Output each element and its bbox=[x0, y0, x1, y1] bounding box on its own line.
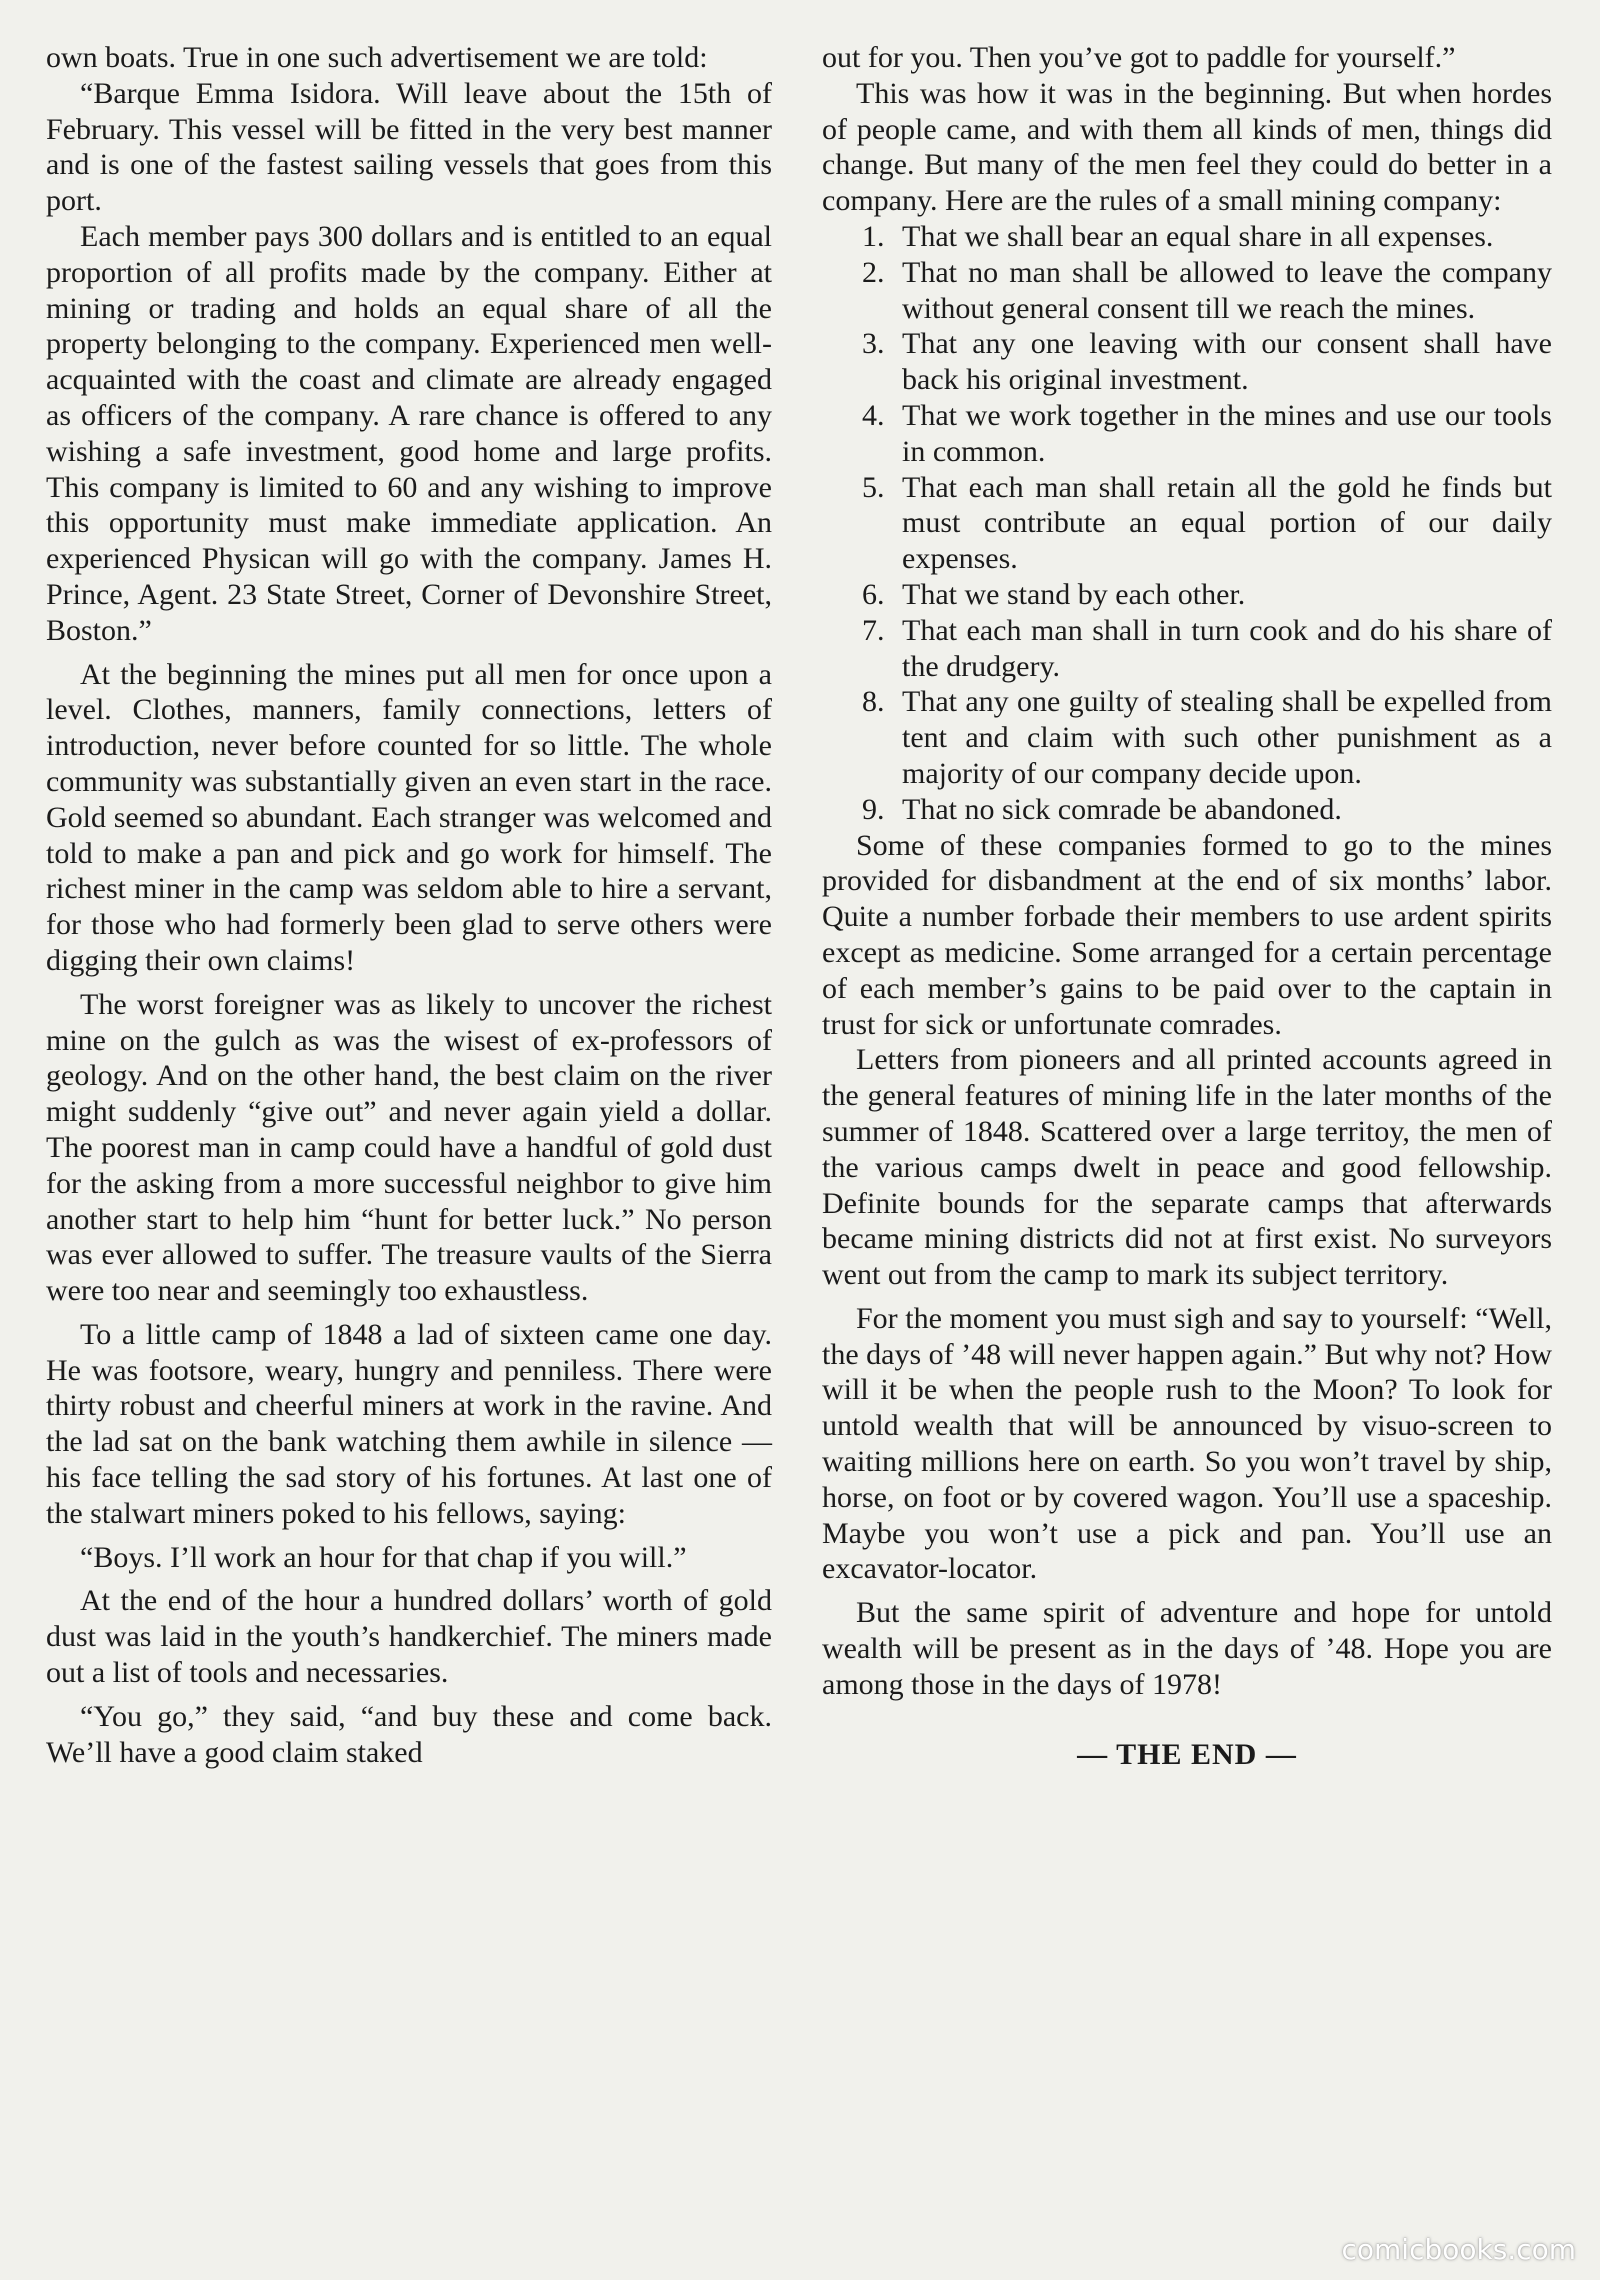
paragraph-moon-rush: For the moment you must sigh and say to yourself: “Well, the days of ’48 will never happen again.” But why not? How will it be when the people rush to the Moon? To look for untold wealth that will be announced by visuo-screen to waiting millions here on earth. So you won’t travel by ship, horse, on foot or by covered wagon. You’ll use a spaceship. Maybe you won’t use a pick and pan. You’ll use an excavator-locator. bbox=[822, 1301, 1552, 1586]
list-item bbox=[822, 219, 1552, 255]
paragraph-little-camp: To a little camp of 1848 a lad of sixteen came one day. He was footsore, weary, hungry and penniless. There were thirty robust and cheerful miners at work in the ravine. And the lad sat on the bank watching them awhile in silence — his face telling the sad story of his fortunes. At last one of the stalwart miners poked to his fellows, saying: bbox=[46, 1317, 772, 1530]
paragraph-advertisement-quote: “Barque Emma Isidora. Will leave about the 15th of February. This vessel will be fitted in the very best manner and is one of the fastest sailing vessels that goes from this port. bbox=[46, 76, 772, 218]
rule-text: That we work together in the mines and use our tools in common. bbox=[902, 398, 1552, 468]
list-item bbox=[822, 398, 1552, 470]
rule-number: 6. bbox=[862, 577, 885, 611]
paragraph-you-go: “You go,” they said, “and buy these and come back. We’ll have a good claim staked bbox=[46, 1699, 772, 1769]
paragraph-spirit-adventure: But the same spirit of adventure and hope for untold wealth will be present as in the days of ’48. Hope you are among those in the days of 1978! bbox=[822, 1596, 1552, 1701]
paragraph-boys-quote: “Boys. I’ll work an hour for that chap if you will.” bbox=[80, 1540, 687, 1574]
list-item bbox=[822, 684, 1552, 791]
rule-number: 4. bbox=[862, 398, 885, 432]
rule-text: That no man shall be allowed to leave the company without general consent till we reach the mines. bbox=[902, 255, 1552, 325]
list-item bbox=[822, 577, 1552, 613]
list-item bbox=[822, 470, 1552, 577]
rule-text: That each man shall retain all the gold he finds but must contribute an equal portion of our daily expenses. bbox=[902, 470, 1552, 576]
list-item bbox=[822, 326, 1552, 398]
paragraph-boats: own boats. True in one such advertisement we are told: bbox=[46, 41, 708, 74]
paragraph-beginning: This was how it was in the beginning. But when hordes of people came, and with them all kinds of men, things did change. But many of the men feel they could do better in a company. Here are the rules of a small mining company: bbox=[822, 76, 1552, 218]
list-item bbox=[822, 613, 1552, 685]
list-item bbox=[822, 255, 1552, 327]
list-item bbox=[822, 792, 1552, 828]
rule-number: 7. bbox=[862, 613, 885, 647]
company-rules-list bbox=[822, 219, 1552, 828]
paragraph-foreigner: The worst foreigner was as likely to uncover the richest mine on the gulch as was the wisest of ex-professors of geology. And on the other hand, the best claim on the river might suddenly “give out” and never again yield a dollar. The poorest man in camp could have a handful of gold dust for the asking from a more successful neighbor to give him another start to help him “hunt for better luck.” No person was ever allowed to suffer. The treasure vaults of the Sierra were too near and seemingly too exhaustless. bbox=[46, 987, 772, 1308]
paragraph-mines-level: At the beginning the mines put all men for once upon a level. Clothes, manners, family connections, letters of introduction, never before counted for so little. The whole community was substantially given an even start in the race. Gold seemed so abundant. Each stranger was welcomed and told to make a pan and pick and go work for himself. The richest miner in the camp was seldom able to hire a servant, for those who had formerly been glad to serve others were digging their own claims! bbox=[46, 657, 772, 977]
rule-number: 8. bbox=[862, 685, 885, 719]
paragraph-letters-pioneers: Letters from pioneers and all printed accounts agreed in the general features of mining life in the later months of the summer of 1848. Scattered over a large territoy, the men of the various camps dwelt in peace and good fellowship. Definite bounds for the separate camps that afterwards became mining districts did not at first exist. No surveyors went out from the camp to mark its subject territory. bbox=[822, 1043, 1552, 1292]
rule-text: That any one leaving with our consent shall have back his original investment. bbox=[902, 327, 1552, 397]
rule-number: 9. bbox=[862, 792, 885, 826]
paragraph-disbandment: Some of these companies formed to go to the mines provided for disbandment at the end of six months’ labor. Quite a number forbade their members to use ardent spirits except as medicine. Some arranged for a certain percentage of each member’s gains to be paid over to the captain in trust for sick or unfortunate comrades. bbox=[822, 828, 1552, 1041]
right-text-column bbox=[822, 40, 1552, 1772]
left-text-column bbox=[46, 40, 772, 1770]
rule-text: That each man shall in turn cook and do his share of the drudgery. bbox=[902, 613, 1552, 683]
rule-number: 1. bbox=[862, 219, 885, 253]
rule-number: 2. bbox=[862, 255, 885, 289]
paragraph-company-terms: Each member pays 300 dollars and is entitled to an equal proportion of all profits made by the company. Either at mining or trading and holds an equal share of all the property belonging to the company. Experienced men well-acquainted with the coast and climate are already engaged as officers of the company. A rare chance is offered to any wishing a safe investment, good home and large profits. This company is limited to 60 and any wishing to improve this opportunity must make immediate application. An experienced Physican will go with the company. James H. Prince, Agent. 23 State Street, Corner of Devonshire Street, Boston.” bbox=[46, 219, 772, 647]
paragraph-hour-end: At the end of the hour a hundred dollars’ worth of gold dust was laid in the youth’s handkerchief. The miners made out a list of tools and necessaries. bbox=[46, 1584, 772, 1690]
paragraph-paddle: out for you. Then you’ve got to paddle for yourself.” bbox=[822, 41, 1456, 74]
rule-number: 5. bbox=[862, 470, 885, 504]
rule-text: That no sick comrade be abandoned. bbox=[902, 792, 1342, 826]
watermark: comicbooks.com bbox=[1341, 2233, 1576, 2266]
the-end-marker: — THE END — bbox=[1077, 1737, 1297, 1771]
rule-text: That we shall bear an equal share in all expenses. bbox=[902, 219, 1494, 253]
rule-text: That any one guilty of stealing shall be expelled from tent and claim with such other punishment as a majority of our company decide upon. bbox=[902, 685, 1552, 790]
rule-text: That we stand by each other. bbox=[902, 577, 1246, 611]
rule-number: 3. bbox=[862, 327, 885, 361]
